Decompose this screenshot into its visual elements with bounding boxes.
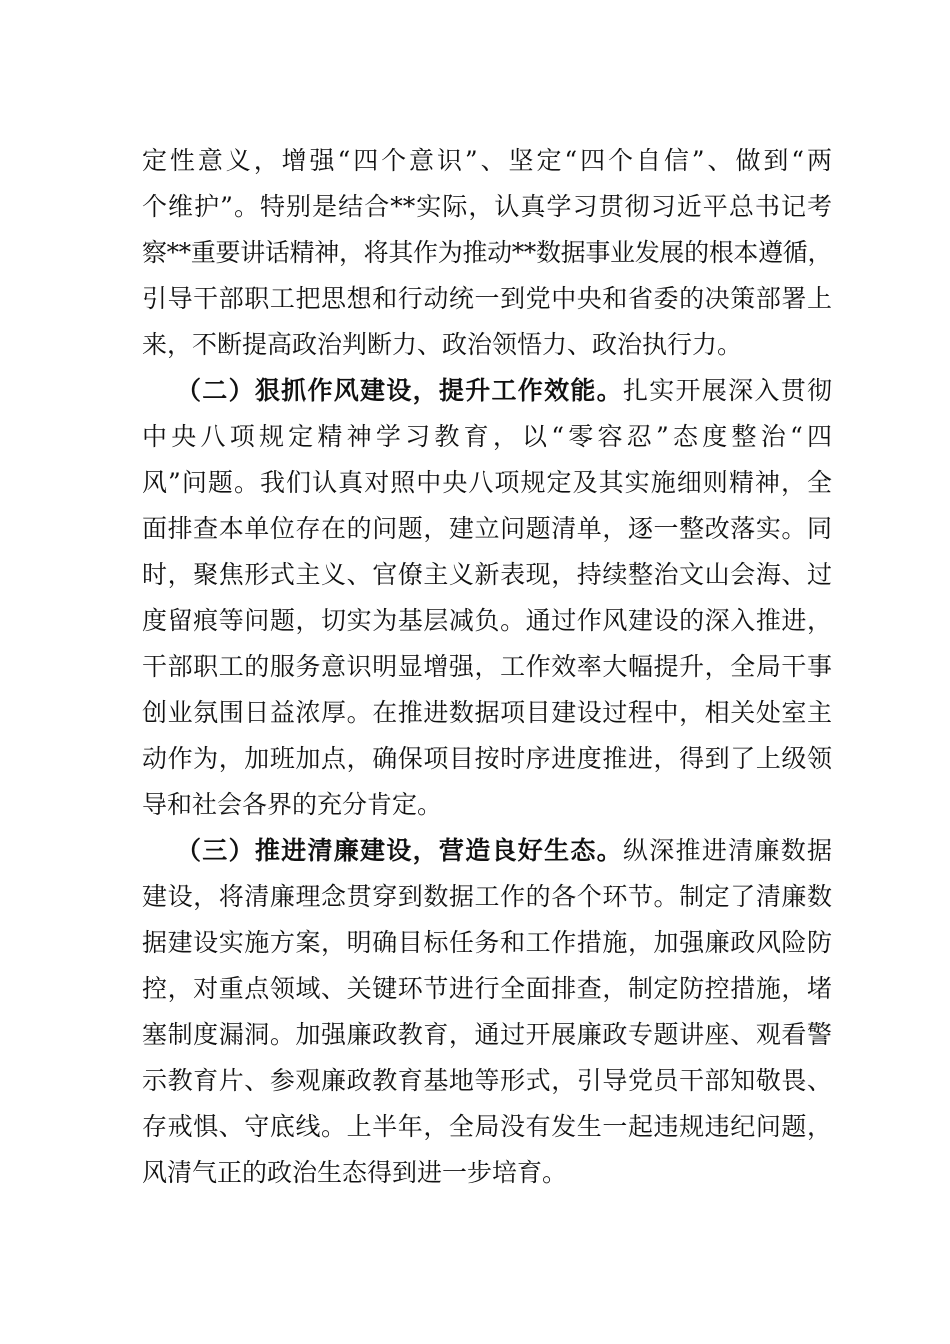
paragraph-2-line-2: 中央八项规定精神学习教育，以“零容忍”态度整治“四 xyxy=(142,422,832,451)
paragraph-3-line-6: 示教育片、参观廉政教育基地等形式，引导党员干部知敬畏、 xyxy=(142,1066,832,1095)
paragraph-3-line-2: 建设，将清廉理念贯穿到数据工作的各个环节。制定了清廉数 xyxy=(142,882,832,911)
paragraph-3-line-5: 塞制度漏洞。加强廉政教育，通过开展廉政专题讲座、观看警 xyxy=(142,1020,832,1049)
paragraph-3-line-3: 据建设实施方案，明确目标任务和工作措施，加强廉政风险防 xyxy=(142,928,832,957)
paragraph-2-line-5: 时，聚焦形式主义、官僚主义新表现，持续整治文山会海、过 xyxy=(142,560,832,589)
paragraph-2-first-line-rest: 扎实开展深入贯彻 xyxy=(622,376,832,405)
paragraph-3-line-8: 风清气正的政治生态得到进一步培育。 xyxy=(142,1158,568,1187)
paragraph-2-line-7: 干部职工的服务意识明显增强，工作效率大幅提升，全局干事 xyxy=(142,652,832,681)
paragraph-1-line-2: 个维护”。特别是结合**实际，认真学习贯彻习近平总书记考 xyxy=(142,192,832,221)
paragraph-3-first-line xyxy=(176,829,832,873)
paragraph-2-line-9: 动作为，加班加点，确保项目按时序进度推进，得到了上级领 xyxy=(142,744,832,773)
paragraph-1-line-4: 引导干部职工把思想和行动统一到党中央和省委的决策部署上 xyxy=(142,284,832,313)
paragraph-2-first-line xyxy=(176,369,832,413)
paragraph-1-line-3: 察**重要讲话精神，将其作为推动**数据事业发展的根本遵循， xyxy=(142,238,832,267)
paragraph-2-line-10: 导和社会各界的充分肯定。 xyxy=(142,790,443,819)
paragraph-2-line-6: 度留痕等问题，切实为基层减负。通过作风建设的深入推进， xyxy=(142,606,832,635)
paragraph-2-line-3: 风”问题。我们认真对照中央八项规定及其实施细则精神，全 xyxy=(142,468,832,497)
paragraph-3-line-4: 控，对重点领域、关键环节进行全面排查，制定防控措施，堵 xyxy=(142,974,832,1003)
paragraph-2-heading: （二）狠抓作风建设，提升工作效能。 xyxy=(176,376,623,405)
paragraph-2-line-4: 面排查本单位存在的问题，建立问题清单，逐一整改落实。同 xyxy=(142,514,832,543)
paragraph-1-line-5: 来，不断提高政治判断力、政治领悟力、政治执行力。 xyxy=(142,330,743,359)
paragraph-3-line-7: 存戒惧、守底线。上半年，全局没有发生一起违规违纪问题， xyxy=(142,1112,832,1141)
paragraph-3-first-line-rest: 纵深推进清廉数据 xyxy=(622,836,832,865)
paragraph-1-line-1: 定性意义，增强“四个意识”、坚定“四个自信”、做到“两 xyxy=(142,146,832,175)
paragraph-2-line-8: 创业氛围日益浓厚。在推进数据项目建设过程中，相关处室主 xyxy=(142,698,832,727)
paragraph-3-heading: （三）推进清廉建设，营造良好生态。 xyxy=(176,836,623,865)
